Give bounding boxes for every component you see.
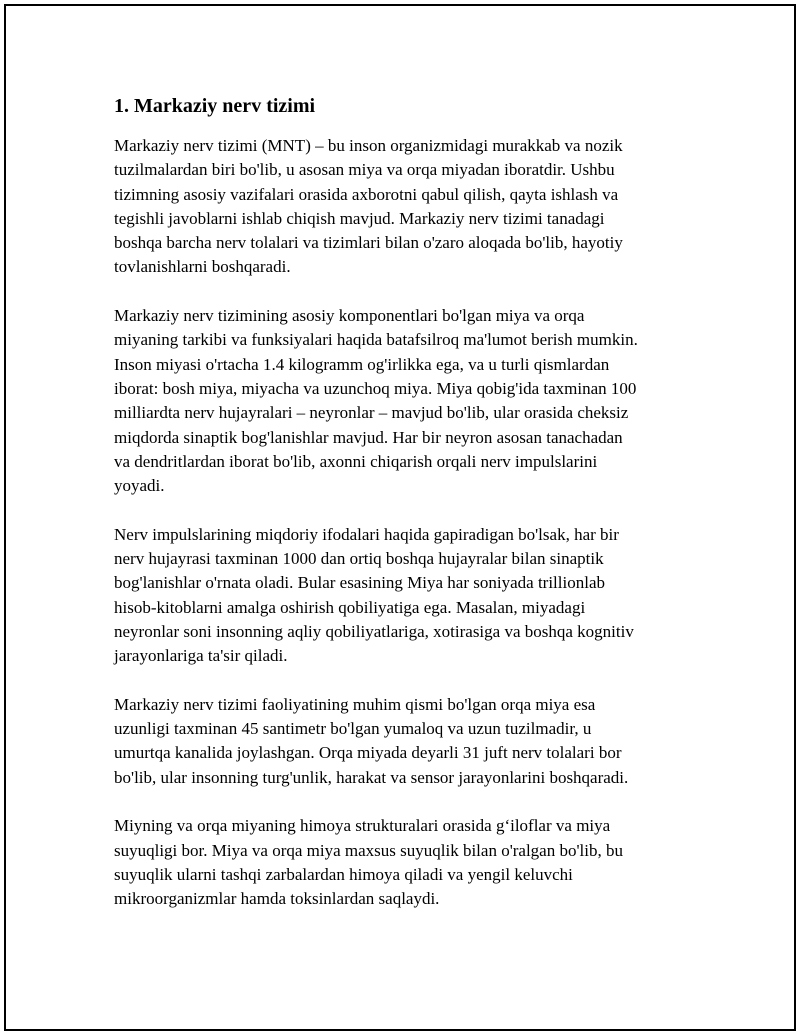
text-line: Inson miyasi o'rtacha 1.4 kilogramm og'irlikka ega, va u turli qismlardan [114,354,610,374]
section-heading: 1. Markaziy nerv tizimi [114,95,316,117]
text-line: miqdorda sinaptik bog'lanishlar mavjud. Har bir neyron asosan tanachadan [114,427,623,447]
text-line: nerv hujayrasi taxminan 1000 dan ortiq boshqa hujayralar bilan sinaptik [114,549,604,569]
text-line: miyaning tarkibi va funksiyalari haqida batafsilroq ma'lumot berish mumkin. [114,330,638,350]
text-line: Markaziy nerv tizimi (MNT) – bu inson organizmidagi murakkab va nozik [114,136,623,155]
text-line: Markaziy nerv tizimi faoliyatining muhim qismi bo'lgan orqa miya esa [114,694,596,714]
paragraph-3 [114,523,694,669]
text-line: milliardta nerv hujayralari – neyronlar – mavjud bo'lib, ular orasida cheksiz [114,403,629,423]
text-line: umurtqa kanalida joylashgan. Orqa miyada deyarli 31 juft nerv tolalari bor [114,743,622,763]
text-line: suyuqlik ularni tashqi zarbalardan himoya qiladi va yengil keluvchi [114,864,573,884]
text-line: tovlanishlarni boshqaradi. [114,257,291,277]
text-line: bog'lanishlar o'rnata oladi. Bular esasining Miya har soniyada trillionlab [114,573,605,593]
text-line: Markaziy nerv tizimining asosiy komponentlari bo'lgan miya va orqa [114,306,585,326]
text-line: uzunligi taxminan 45 santimetr bo'lgan yumaloq va uzun tuzilmadir, u [114,719,592,739]
text-line: suyuqligi bor. Miya va orqa miya maxsus suyuqlik bilan o'ralgan bo'lib, bu [114,840,623,860]
document-body [114,92,694,936]
text-line: hisob-kitoblarni amalga oshirish qobiliyatiga ega. Masalan, miyadagi [114,597,586,617]
text-line: tuzilmalardan biri bo'lib, u asosan miya va orqa miyadan iboratdir. Ushbu [114,160,615,180]
text-line: Nerv impulslarining miqdoriy ifodalari haqida gapiradigan bo'lsak, har bir [114,524,619,544]
text-line: boshqa barcha nerv tolalari va tizimlari bilan o'zaro aloqada bo'lib, hayotiy [114,233,623,253]
paragraph-1 [114,134,694,280]
text-line: neyronlar soni insonning aqliy qobiliyatlariga, xotirasiga va boshqa kognitiv [114,621,634,641]
text-line: iborat: bosh miya, miyacha va uzunchoq miya. Miya qobig'ida taxminan 100 [114,378,637,398]
paragraph-4 [114,693,694,790]
text-line: bo'lib, ular insonning turg'unlik, harakat va sensor jarayonlarini boshqaradi. [114,767,629,787]
paragraph-2 [114,304,694,498]
text-line: tizimning asosiy vazifalari orasida axborotni qabul qilish, qayta ishlash va [114,184,619,204]
text-line: va dendritlardan iborat bo'lib, axonni chiqarish orqali nerv impulslarini [114,451,598,471]
text-line: Miyning va orqa miyaning himoya strukturalari orasida g‘iloflar va miya [114,816,611,836]
text-line: yoyadi. [114,476,165,496]
paragraph-5 [114,814,694,911]
text-line: jarayonlariga ta'sir qiladi. [114,646,288,666]
text-line: tegishli javoblarni ishlab chiqish mavjud. Markaziy nerv tizimi tanadagi [114,208,605,228]
text-line: mikroorganizmlar hamda toksinlardan saqlaydi. [114,889,440,909]
